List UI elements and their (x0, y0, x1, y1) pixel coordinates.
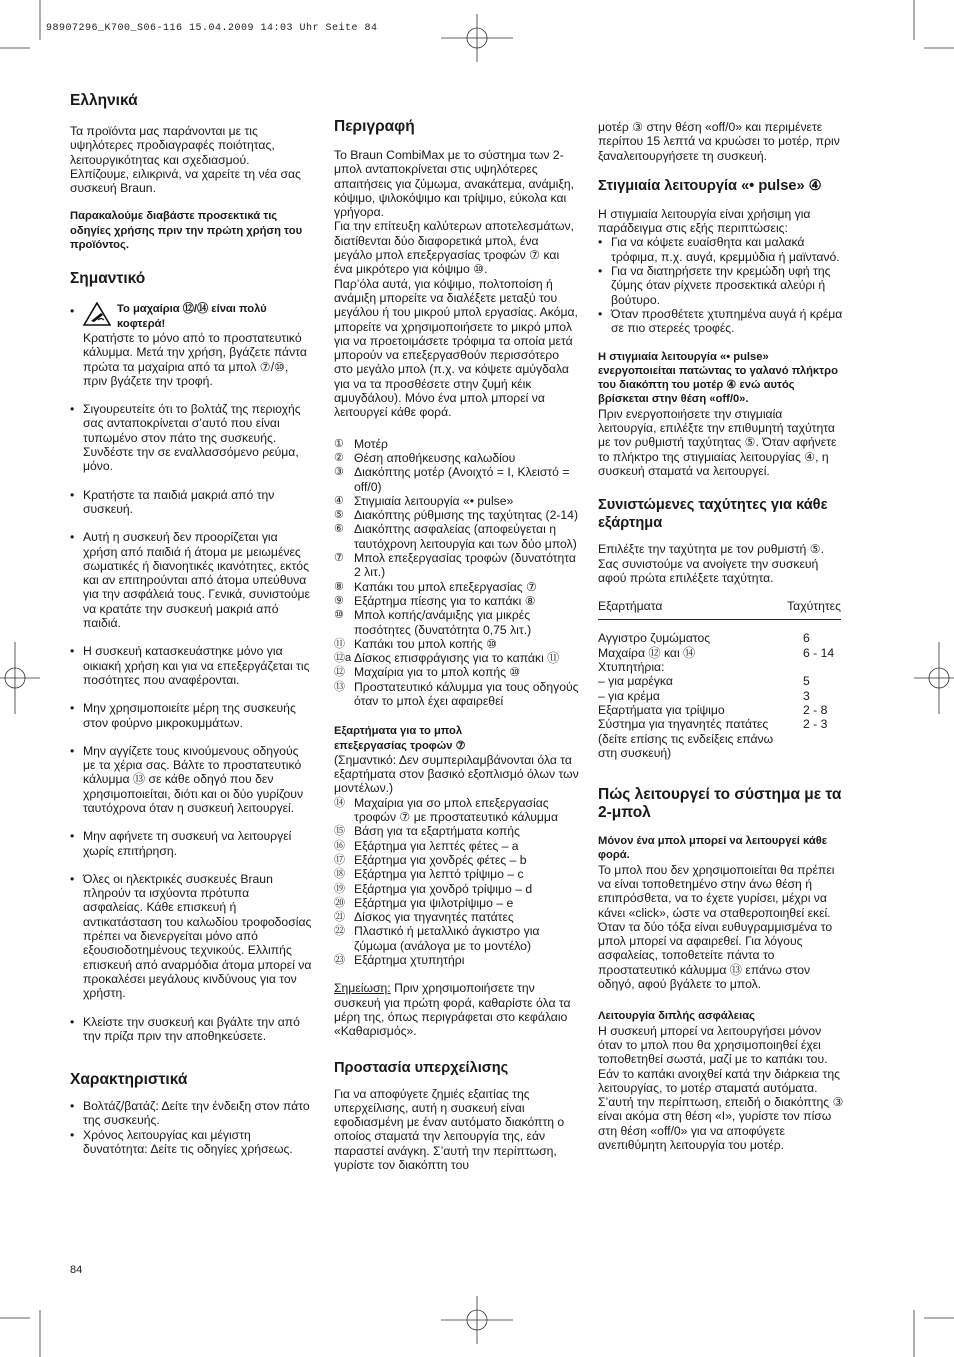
list-item: ⑨ Εξάρτημα πίεσης για το καπάκι ⑧ (334, 593, 536, 608)
list-item: • Όταν προσθέτετε χτυπημένα αυγά ή κρέμα σε πιο στερεές τροφές. (598, 307, 844, 336)
list-item: • Αυτή η συσκευή δεν προορίζεται για χρήση από παιδιά ή άτομα με μειωμένες σωματικές ή διανοητικές ικανότητες, εκτός και αν επιτηρούνται από άτομα υπεύθυνα για την ασφάλειά τους. Γενικά, συνιστούμε να κρατάτε την συσκευή μακριά από παιδιά. (70, 530, 312, 630)
list-item: ㉓ Εξάρτημα χτυπητήρι (334, 953, 465, 968)
list-item: ⑯ Εξάρτημα για λεπτές φέτες – a (334, 838, 519, 853)
column-2 (334, 118, 580, 1172)
overheat-continued: μοτέρ ③ στην θέση «off/0» και περιμένετε περίπου 15 λεπτά να κρυώσει το μοτέρ, πριν ξαναλειτουργήσετε τη συσκευή. (598, 120, 840, 163)
list-item: • Κλείστε την συσκευή και βγάλτε την από την πρίζα πριν την αποθηκεύσετε. (70, 1015, 312, 1044)
list-item: ⑩ Μπολ κοπής/ανάμιξης για μικρές ποσότητες (δυνατότητα 0,75 λιτ.) (334, 608, 532, 637)
double-safety-title: Λειτουργία διπλής ασφάλειας (598, 1010, 755, 1023)
description-text-2: Για την επίτευξη καλύτερων αποτελεσμάτων, διατίθενται δύο διαφορετικά μπολ, ένα μεγάλο μπολ επεξεργασίας τροφών ⑦ και ένα μικρότερο για κόψιμο ⑩. (334, 219, 575, 277)
list-item: • Κρατήστε τα παιδιά μακριά από την συσκευή. (70, 488, 312, 517)
two-bowl-title: Πώς λειτουργεί το σύστημα με τα 2-μπολ (598, 786, 842, 822)
list-item: • Χρόνος λειτουργίας και μέγιστη δυνατότητα: Δείτε τις οδηγίες χρήσεως. (70, 1128, 312, 1157)
list-item: • Η συσκευή κατασκευάστηκε μόνο για οικιακή χρήση και για να επεξεργάζεται τις ποσότητες που αναφέρονται. (70, 644, 312, 687)
two-bowl-bold: Μόνον ένα μπολ μπορεί να λειτουργεί κάθε φορά. (598, 835, 828, 862)
table-row: Αγγιστρο ζυμώματος 6 (598, 631, 810, 646)
table-row: Σύστημα για τηγανητές πατάτες (δείτε επίσης τις ενδείξεις επάνω στη συσκευή) 2 - 3 (598, 717, 828, 760)
two-bowl-text: Το μπολ που δεν χρησιμοποιείται θα πρέπει να είναι τοποθετημένο στην άνω θέση ή επιπρόσθετα, να το έχετε γυρίσει, μέχρι να κάνει «click», ώστε να σταθεροποιηθεί εκεί. (598, 862, 835, 920)
overheat-title: Προστασία υπερχείλισης (334, 1059, 509, 1076)
pulse-bold: Η στιγμιαία λειτουργία «• pulse» ενεργοποιείται πατώντας το γαλανό πλήκτρο του διακόπτη του μοτέρ ④ ενώ αυτός βρίσκεται στην θέση «off/0». (598, 350, 838, 406)
table-row: – για κρέμα 3 (598, 688, 810, 703)
description-text-3: Παρ’όλα αυτά, για κόψιμο, πολτοποίση ή ανάμιξη μπορείτε να διαλέξετε μεταξύ του μεγάλου ή του μικρού μπολ εργασίας. Ακόμα, μπορείτε να χρησιμοποιήσετε το μικρό μπολ για να προετοιμάσετε τρόφιμα τα οποία μετά μπορούν να επεξεργασθούν περισσότερο στο μεγάλο μπολ (π.χ. να κόψετε αμύγδαλα για να τα προσθέσετε στην ζυμή κέικ αμυγδάλου). Μόνο ένα μπολ μπορεί να λειτουργεί κάθε φορά. (334, 276, 578, 420)
knife-warning-icon (83, 302, 111, 326)
speed-title: Συνιστώμενες ταχύτητες για κάθε εξάρτημα (598, 497, 828, 532)
list-item: ③ Διακόπτης μοτέρ (Ανοιχτό = I, Κλειστό = off/0) (334, 465, 570, 494)
characteristics-title: Χαρακτηριστικά (70, 1071, 188, 1089)
speed-header-speeds: Ταχύτητες (787, 599, 841, 614)
speed-text: Επιλέξτε την ταχύτητα με τον ρυθμιστή ⑤. Σας συνιστούμε να ανοίγετε την συσκευή αφού πρώτα επιλέξετε ταχύτητα. (598, 542, 825, 585)
list-item: • Σιγουρευτείτε ότι το βολτάζ της περιοχής σας ανταποκρίνεται σ’αυτό που είναι τυπωμένο στον πάτο της συσκευής. Συνδέστε την σε εναλλασσόμενο ρεύμα, μόνο. (70, 402, 312, 473)
list-item: ⑫a Δίσκος επισφράγισης για το καπάκι ⑪ (334, 651, 560, 666)
list-item: ④ Στιγμιαία λειτουργία «• pulse» (334, 493, 514, 508)
list-item: ⑥ Διακόπτης ασφαλείας (αποφεύγεται η ταυτόχρονη λειτουργία και των δύο μπολ) (334, 522, 577, 551)
characteristics-list (70, 1099, 312, 1156)
list-item: ⑬ Προστατευτικό κάλυμμα για τους οδηγούς όταν το μπολ έχει αφαιρεθεί (334, 679, 579, 708)
table-row: – για μαρέγκα 5 (598, 674, 810, 689)
speed-header-accessories: Εξαρτήματα (598, 599, 663, 614)
description-title: Περιγραφή (334, 118, 415, 135)
intro-bold: Παρακαλούμε διαβάστε προσεκτικά τις οδηγίες χρήσης πριν την πρώτη χρήση του προϊόντος. (70, 210, 303, 252)
list-item: ⑦ Μπολ επεξεργασίας τροφών (δυνατότητα 2 λιτ.) (334, 551, 576, 580)
list-item: ⑪ Καπάκι του μπολ κοπής ⑩ (334, 636, 498, 651)
list-item: • Μην αφήνετε τη συσκευή να λειτουργεί χωρίς επιτήρηση. (70, 829, 312, 858)
list-item: • Για να κόψετε ευαίσθητα και μαλακά τρόφιμα, π.χ. αυγά, κρεμμύδια ή μαϊντανό. (598, 235, 844, 264)
list-item: ⑭ Μαχαίρια για σο μπολ επεξεργασίας τροφών ⑦ με προστατευτικό κάλυμμα (334, 795, 558, 825)
speed-table (598, 631, 841, 760)
list-item: • Μην αγγίζετε τους κινούμενους οδηγούς με τα χέρια σας. Βάλτε το προστατευτικό κάλυμμα ⑬ σε κάθε οδηγό που δεν χρησιμοποιείται, διότι και οι δύο γυρίζουν ταυτόχρονα όταν η συσκευή λειτουργεί. (70, 744, 312, 815)
list-item: ㉑ Δίσκος για τηγανητές πατάτες (334, 910, 514, 925)
list-item: • Βολτάζ/βατάζ: Δείτε την ένδειξη στον πάτο της συσκευής. (70, 1099, 312, 1128)
two-bowl-text-2: Όταν τα δύο τόξα είναι ευθυγραμμισμένα το μπολ μπορεί να αφαιρεθεί. Για λόγους ασφαλείας, τοποθετείτε πάντα το προστατευτικό κάλυμμα ⑬ επάνω στον οδηγό, αφού βγάλετε το μπολ. (598, 919, 833, 992)
list-item: ⑳ Εξάρτημα για ψιλοτρίψιμο – e (334, 895, 514, 910)
list-item: ⑲ Εξάρτημα για χονδρό τρίψιμο – d (334, 881, 533, 896)
list-item: ⑫ Μαχαίρια για το μπολ κοπής ⑩ (334, 665, 521, 680)
table-row: Μαχαίρα ⑫ και ⑭ 6 - 14 (598, 645, 835, 660)
description-text: Το Braun CombiMax με το σύστημα των 2-μπολ ανταποκρίνεται στις υψηλότερες απαιτήσεις για ζύμωμα, ανακάτεμα, ανάμιξη, κόψιμο, ψιλοκόψιμο και τρίψιμο, εύκολα και γρήγορα. (334, 148, 575, 220)
list-item: • Για να διατηρήσετε την κρεμώδη υφή της ζύμης όταν ρίχνετε προσεκτικά αλεύρι ή βούτυρο. (598, 264, 844, 307)
parts-list (334, 437, 580, 709)
pulse-text-2: Πριν ενεργοποιήσετε την στιγμιαία λειτουργία, επιλέξτε την επιθυμητή ταχύτητα με τον ρυθμιστή ταχύτητας ⑤. Όταν αφήνετε το πλήκτρο της στιγμιαίας λειτουργίας ④, η συσκευή σταματά να λειτουργεί. (598, 406, 837, 478)
list-item: • Όλες οι ηλεκτρικές συσκευές Braun πληρούν τα ισχύοντα πρότυπα ασφαλείας. Κάθε επισκευή ή αντικατάσταση του καλωδίου τροφοδοσίας πρέπει να διενεργείται μόνο από εξουσιοδοτημένους τεχνικούς. Ελλιπής επισκευή από αναρμόδια άτομα μπορεί να προκαλέσει μεγάλους κινδύνους για τον χρήστη. (70, 872, 312, 1001)
accessories-note: (Σημαντικό: Δεν συμπεριλαμβάνονται όλα τα εξαρτήματα στον βασικό εξοπλισμό όλων των μοντέλων.) (334, 752, 579, 796)
column-3 (598, 120, 844, 1152)
list-item: ㉒ Πλαστικό ή μεταλλικό άγκιστρο για ζύμωμα (ανάλογα με το μοντέλο) (334, 924, 540, 953)
pulse-text: Η στιγμιαία λειτουργία είναι χρήσιμη για παράδειγμα στις εξής περιπτώσεις: (598, 206, 811, 236)
list-item: • Μην χρησιμοποιείτε μέρη της συσκευής στον φούρνο μικροκυμμάτων. (70, 701, 312, 730)
pulse-title: Στιγμιαία λειτουργία «• pulse» ④ (598, 177, 822, 194)
table-row: Χτυπητήρια: (598, 660, 665, 675)
list-item: ⑤ Διακόπτης ρύθμισης της ταχύτητας (2-14) (334, 508, 579, 523)
warning-bold: Το μαχαίρια ⑫/⑭ είναι πολύ κοφτερά! (117, 303, 267, 330)
double-safety-text: Η συσκευή μπορεί να λειτουργήσει μόνον όταν το μπολ που θα χρησιμοποιηθεί έχει τοποθετηθεί σωστά, μαζί με το καπάκι του. Εάν το καπάκι ανοιχθεί κατά την διάρκεια της λειτουργίας, το μοτέρ σταματά αυτόματα. Σ’αυτή την περίπτωση, επειδή ο διακόπτης ③ είναι ακόμα στη θέση «I», γυρίστε τον πίσω στη θέση «off/0» για να αποφύγετε ανεπιθύμητη λειτουργία του μοτέρ. (598, 1023, 844, 1153)
list-item: ⑮ Βάση για τα εξαρτήματα κοπής (334, 824, 520, 839)
print-header: 98907296_K700_S06-116 15.04.2009 14:03 Uhr Seite 84 (46, 23, 378, 34)
overheat-text: Για να αποφύγετε ζημιές εξαιτίας της υπερχείλισης, αυτή η συσκευή είναι εφοδιασμένη με έναν αυτόματο διακόπτη ο οποίος σταματά την λειτουργία της, εάν παραστεί ανάγκη. Σ’αυτή την περίπτωση, γυρίστε τον διακόπτη του (334, 1086, 565, 1172)
page-number: 84 (70, 1264, 83, 1276)
speed-table-header (598, 599, 841, 620)
list-item: ⑱ Εξάρτημα για λεπτό τρίψιμο – c (334, 867, 524, 882)
warning-text: Κρατήστε το μόνο από το προστατευτικό κάλυμμα. Μετά την χρήση, βγάζετε πάντα πρώτα τα μαχαίρια από τα μπολ ⑦/⑩, πριν βγάζετε την τροφή. (83, 330, 307, 388)
list-item: ② Θέση αποθήκευσης καλωδίου (334, 450, 516, 465)
pulse-list (598, 235, 844, 335)
safety-list (70, 402, 312, 1043)
table-row: Εξαρτήματα για τρίψιμο 2 - 8 (598, 702, 828, 717)
note-paragraph: Σημείωση: Πριν χρησιμοποιήσετε την συσκευή για πρώτη φορά, καθαρίστε όλα τα μέρη της, όπως περιγράφεται στο κεφάλαιο «Καθαρισμός». (334, 981, 571, 1039)
accessories-title: Εξαρτήματα για το μπολ επεξεργασίας τροφών ⑦ (334, 725, 466, 752)
column-1 (70, 92, 312, 1156)
accessories-list (334, 796, 580, 968)
section-title-greek: Ελληνικά (70, 92, 138, 109)
list-item: ⑧ Καπάκι του μπολ επεξεργασίας ⑦ (334, 579, 537, 594)
list-item: ⑰ Εξάρτημα για χονδρές φέτες – b (334, 852, 527, 867)
important-title: Σημαντικό (70, 270, 146, 288)
warning-block: • Το μαχαίρια ⑫/⑭ είναι πολύ κοφτερά! Κρατήστε το μόνο από το προστατευτικό κάλυμμα. Μετά την χρήση, βγάζετε πάντα πρώτα τα μαχαίρια από τα μπολ ⑦/⑩, πριν βγάζετε την τροφή. (70, 302, 312, 388)
intro-text: Τα προϊόντα μας παράνονται με τις υψηλότερες προδιαγραφές ποιότητας, λειτουργικότητας και σχεδιασμού. Ελπίζουμε, ειλικρινά, να χαρείτε τη νέα σας συσκευή Braun. (70, 124, 301, 196)
note-label: Σημείωση: (334, 981, 391, 996)
list-item: ① Μοτέρ (334, 436, 388, 451)
